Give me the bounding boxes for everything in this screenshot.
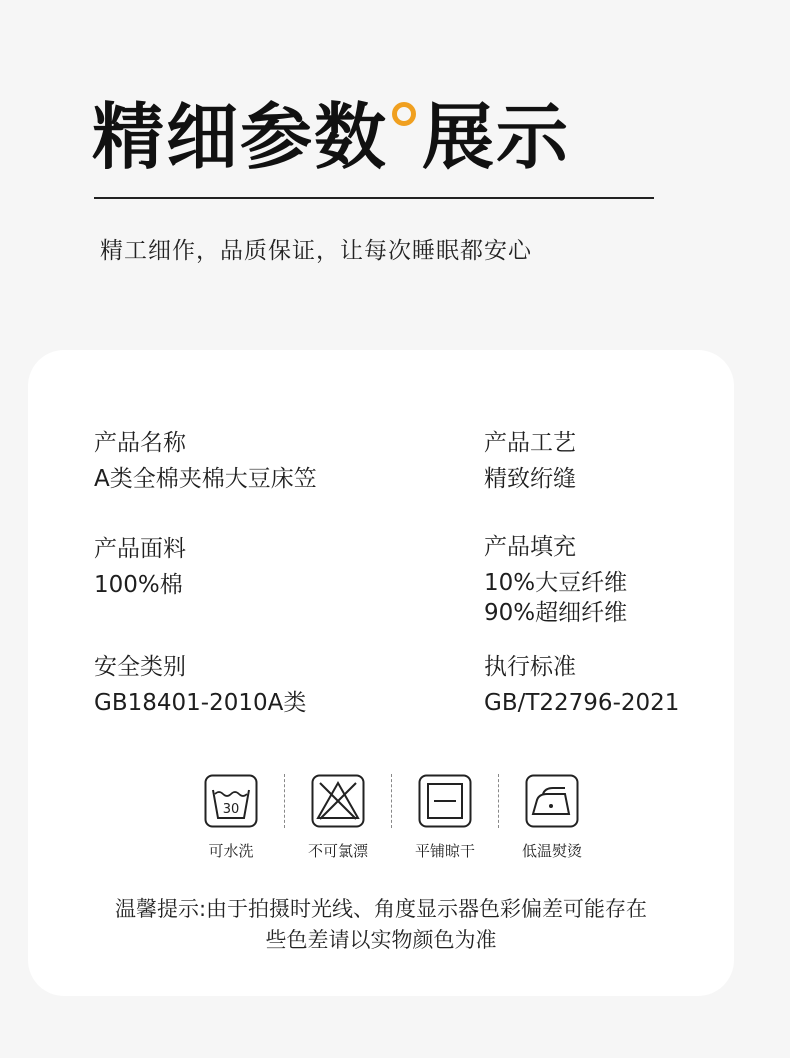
care-item-wash — [178, 774, 284, 861]
spec-label: 执行标准 — [484, 654, 576, 680]
iron-low-icon — [525, 774, 579, 828]
care-item-no-bleach — [285, 774, 391, 861]
accent-circle-icon — [392, 102, 416, 126]
spec-label: 产品名称 — [94, 430, 186, 456]
care-item-iron-low — [499, 774, 605, 861]
title-text-secondary: 展示 — [422, 95, 571, 179]
wash-temp: 30 — [222, 802, 240, 817]
spec-value: 100%棉 — [94, 572, 183, 598]
page-subtitle: 精工细作，品质保证，让每次睡眠都安心 — [100, 238, 532, 264]
spec-value: GB/T22796-2021 — [484, 690, 680, 716]
spec-product-name — [94, 428, 317, 494]
spec-standard — [484, 652, 679, 718]
spec-fabric — [94, 534, 186, 600]
title-text-main: 精细参数 — [92, 95, 389, 179]
spec-label: 产品面料 — [94, 536, 186, 562]
color-disclaimer — [28, 894, 734, 956]
wash-30-icon — [204, 774, 258, 828]
title-divider — [94, 197, 654, 199]
dry-flat-icon — [418, 774, 472, 828]
disclaimer-line: 温馨提示:由于拍摄时光线、角度显示器色彩偏差可能存在 — [114, 897, 648, 921]
spec-label: 产品工艺 — [484, 430, 576, 456]
spec-value: 90%超细纤维 — [484, 600, 628, 626]
no-bleach-icon — [311, 774, 365, 828]
spec-filling — [484, 532, 627, 628]
spec-value: GB18401-2010A类 — [94, 690, 307, 716]
care-item-dry-flat — [392, 774, 498, 861]
spec-label: 安全类别 — [94, 654, 186, 680]
care-label: 平铺晾干 — [414, 842, 475, 860]
spec-value: 10%大豆纤维 — [484, 570, 628, 596]
spec-label: 产品填充 — [484, 534, 576, 560]
spec-value: A类全棉夹棉大豆床笠 — [94, 466, 317, 492]
care-instructions — [178, 774, 605, 861]
care-label: 低温熨烫 — [521, 842, 582, 860]
spec-card — [28, 350, 734, 996]
spec-craft — [484, 428, 576, 494]
disclaimer-line: 些色差请以实物颜色为准 — [265, 928, 497, 952]
care-label: 可水洗 — [208, 842, 254, 860]
spec-safety-class — [94, 652, 306, 718]
care-label: 不可氯漂 — [307, 842, 368, 860]
page-title — [92, 92, 570, 182]
spec-value: 精致绗缝 — [484, 466, 576, 492]
